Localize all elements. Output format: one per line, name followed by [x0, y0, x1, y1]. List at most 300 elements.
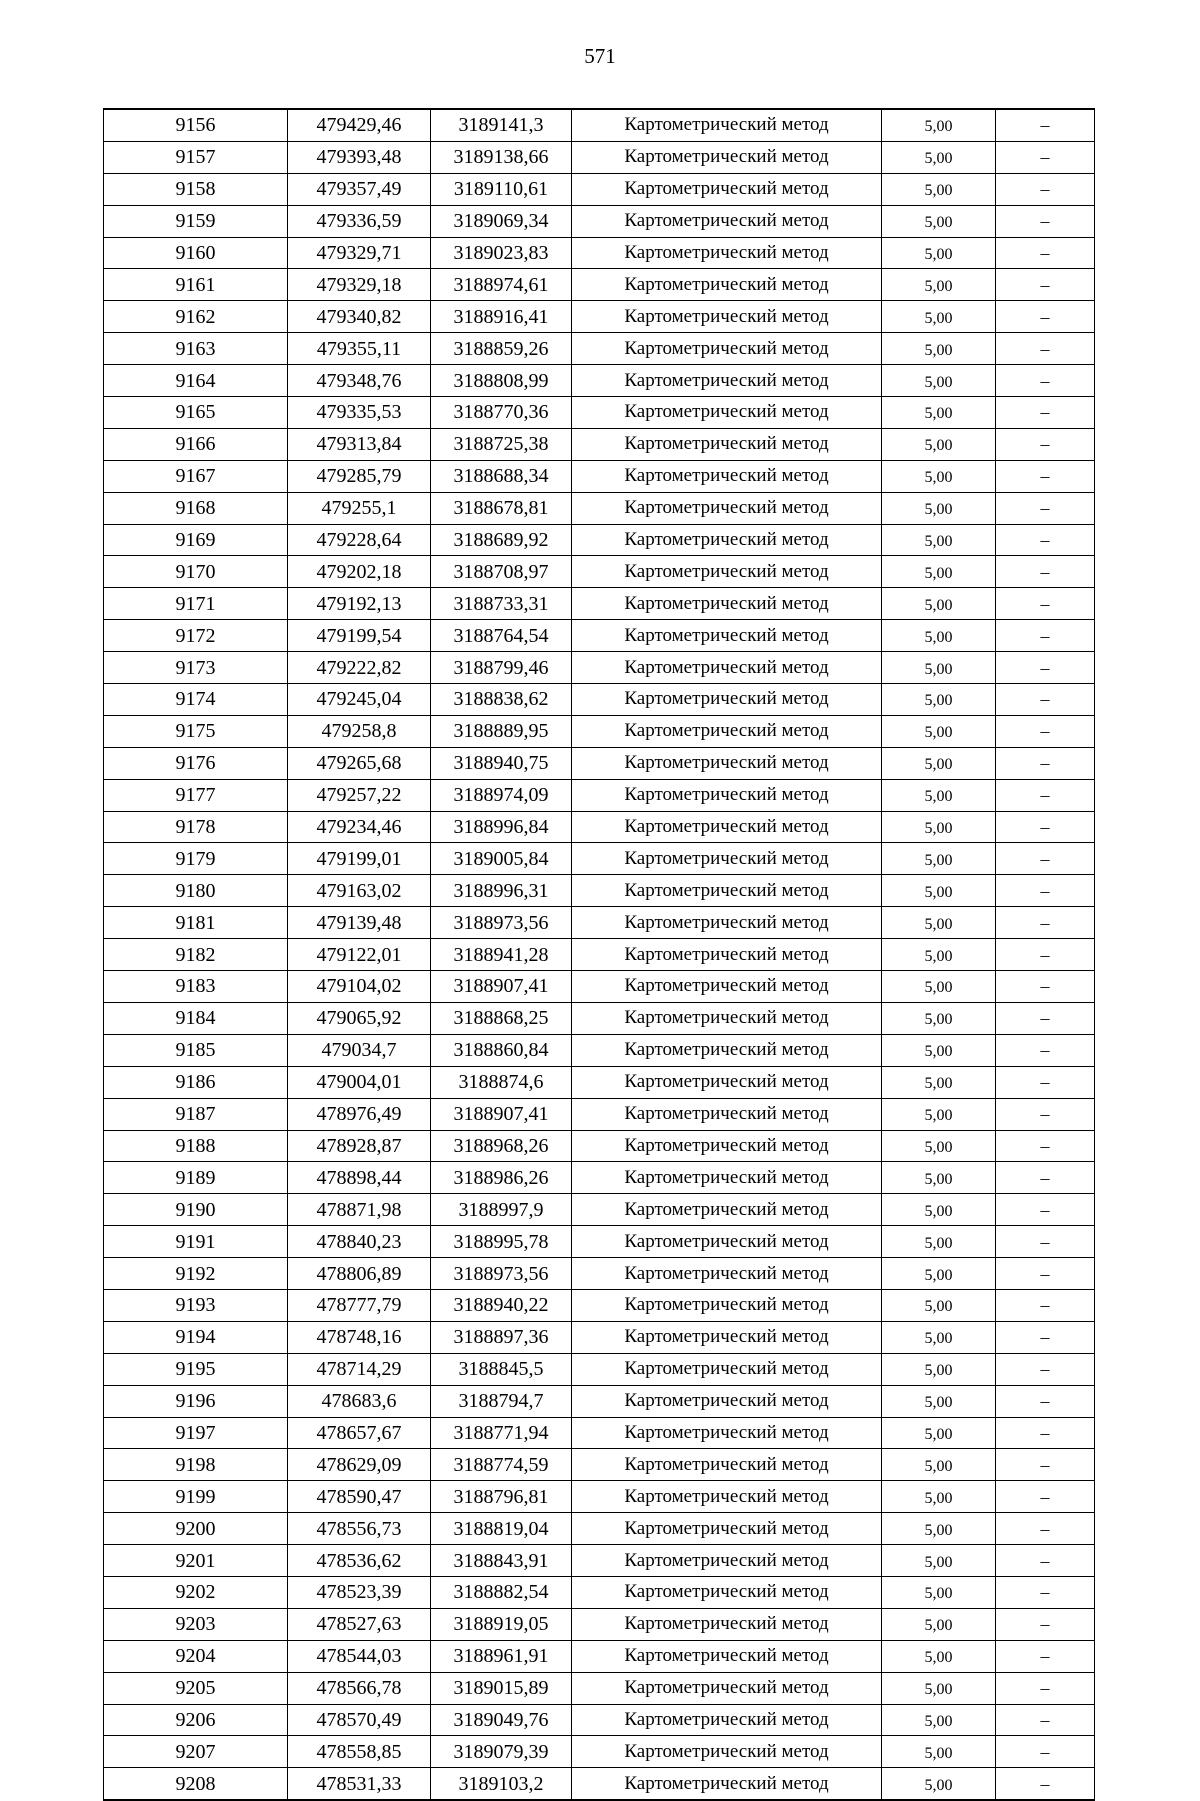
y-coordinate-cell: 3188764,54 — [431, 620, 572, 652]
accuracy-cell: 5,00 — [882, 843, 996, 875]
y-coordinate-cell: 3188882,54 — [431, 1576, 572, 1608]
method-cell: Картометрический метод — [572, 1704, 882, 1736]
table-row — [104, 1736, 1095, 1768]
table-row — [104, 1034, 1095, 1066]
point-number-cell: 9166 — [104, 428, 288, 460]
method-cell: Картометрический метод — [572, 1640, 882, 1672]
y-coordinate-cell: 3188708,97 — [431, 556, 572, 588]
table-row — [104, 460, 1095, 492]
note-cell: – — [996, 269, 1095, 301]
method-cell: Картометрический метод — [572, 1098, 882, 1130]
table-row — [104, 1098, 1095, 1130]
table-row — [104, 1417, 1095, 1449]
note-cell: – — [996, 1034, 1095, 1066]
y-coordinate-cell: 3189103,2 — [431, 1768, 572, 1800]
accuracy-cell: 5,00 — [882, 1034, 996, 1066]
x-coordinate-cell: 479228,64 — [288, 524, 431, 556]
accuracy-cell: 5,00 — [882, 1098, 996, 1130]
note-cell: – — [996, 1226, 1095, 1258]
table-row — [104, 715, 1095, 747]
point-number-cell: 9178 — [104, 811, 288, 843]
accuracy-cell: 5,00 — [882, 1672, 996, 1704]
y-coordinate-cell: 3189079,39 — [431, 1736, 572, 1768]
method-cell: Картометрический метод — [572, 1226, 882, 1258]
method-cell: Картометрический метод — [572, 524, 882, 556]
point-number-cell: 9162 — [104, 301, 288, 333]
x-coordinate-cell: 479202,18 — [288, 556, 431, 588]
table-row — [104, 1002, 1095, 1034]
table-row — [104, 1481, 1095, 1513]
table-row — [104, 907, 1095, 939]
method-cell: Картометрический метод — [572, 1034, 882, 1066]
point-number-cell: 9190 — [104, 1194, 288, 1226]
note-cell: – — [996, 205, 1095, 237]
x-coordinate-cell: 479335,53 — [288, 397, 431, 429]
accuracy-cell: 5,00 — [882, 1545, 996, 1577]
table-row — [104, 1672, 1095, 1704]
point-number-cell: 9171 — [104, 588, 288, 620]
accuracy-cell: 5,00 — [882, 365, 996, 397]
x-coordinate-cell: 479234,46 — [288, 811, 431, 843]
method-cell: Картометрический метод — [572, 588, 882, 620]
point-number-cell: 9176 — [104, 747, 288, 779]
table-row — [104, 1289, 1095, 1321]
accuracy-cell: 5,00 — [882, 620, 996, 652]
method-cell: Картометрический метод — [572, 173, 882, 205]
x-coordinate-cell: 479104,02 — [288, 971, 431, 1003]
method-cell: Картометрический метод — [572, 1321, 882, 1353]
note-cell: – — [996, 1576, 1095, 1608]
method-cell: Картометрический метод — [572, 365, 882, 397]
table-row — [104, 1704, 1095, 1736]
table-row — [104, 1608, 1095, 1640]
x-coordinate-cell: 478714,29 — [288, 1353, 431, 1385]
x-coordinate-cell: 478590,47 — [288, 1481, 431, 1513]
x-coordinate-cell: 479393,48 — [288, 141, 431, 173]
point-number-cell: 9199 — [104, 1481, 288, 1513]
x-coordinate-cell: 478928,87 — [288, 1130, 431, 1162]
method-cell: Картометрический метод — [572, 939, 882, 971]
table-row — [104, 684, 1095, 716]
note-cell: – — [996, 1513, 1095, 1545]
y-coordinate-cell: 3188819,04 — [431, 1513, 572, 1545]
x-coordinate-cell: 478523,39 — [288, 1576, 431, 1608]
accuracy-cell: 5,00 — [882, 939, 996, 971]
accuracy-cell: 5,00 — [882, 1002, 996, 1034]
x-coordinate-cell: 479340,82 — [288, 301, 431, 333]
x-coordinate-cell: 478806,89 — [288, 1258, 431, 1290]
x-coordinate-cell: 479336,59 — [288, 205, 431, 237]
point-number-cell: 9173 — [104, 652, 288, 684]
accuracy-cell: 5,00 — [882, 1066, 996, 1098]
note-cell: – — [996, 939, 1095, 971]
y-coordinate-cell: 3188940,75 — [431, 747, 572, 779]
x-coordinate-cell: 479034,7 — [288, 1034, 431, 1066]
point-number-cell: 9170 — [104, 556, 288, 588]
x-coordinate-cell: 479163,02 — [288, 875, 431, 907]
method-cell: Картометрический метод — [572, 109, 882, 141]
point-number-cell: 9181 — [104, 907, 288, 939]
note-cell: – — [996, 715, 1095, 747]
note-cell: – — [996, 1608, 1095, 1640]
x-coordinate-cell: 479348,76 — [288, 365, 431, 397]
table-row — [104, 492, 1095, 524]
method-cell: Картометрический метод — [572, 1385, 882, 1417]
method-cell: Картометрический метод — [572, 684, 882, 716]
x-coordinate-cell: 479122,01 — [288, 939, 431, 971]
table-row — [104, 109, 1095, 141]
x-coordinate-cell: 478777,79 — [288, 1289, 431, 1321]
note-cell: – — [996, 811, 1095, 843]
note-cell: – — [996, 1545, 1095, 1577]
accuracy-cell: 5,00 — [882, 205, 996, 237]
y-coordinate-cell: 3188808,99 — [431, 365, 572, 397]
y-coordinate-cell: 3188907,41 — [431, 971, 572, 1003]
table-row — [104, 1449, 1095, 1481]
x-coordinate-cell: 478840,23 — [288, 1226, 431, 1258]
x-coordinate-cell: 479265,68 — [288, 747, 431, 779]
y-coordinate-cell: 3188996,84 — [431, 811, 572, 843]
note-cell: – — [996, 907, 1095, 939]
x-coordinate-cell: 479329,71 — [288, 237, 431, 269]
point-number-cell: 9168 — [104, 492, 288, 524]
y-coordinate-cell: 3188770,36 — [431, 397, 572, 429]
method-cell: Картометрический метод — [572, 205, 882, 237]
accuracy-cell: 5,00 — [882, 811, 996, 843]
method-cell: Картометрический метод — [572, 1576, 882, 1608]
y-coordinate-cell: 3188973,56 — [431, 907, 572, 939]
method-cell: Картометрический метод — [572, 971, 882, 1003]
accuracy-cell: 5,00 — [882, 1162, 996, 1194]
point-number-cell: 9164 — [104, 365, 288, 397]
note-cell: – — [996, 237, 1095, 269]
accuracy-cell: 5,00 — [882, 333, 996, 365]
note-cell: – — [996, 1417, 1095, 1449]
accuracy-cell: 5,00 — [882, 1417, 996, 1449]
accuracy-cell: 5,00 — [882, 971, 996, 1003]
method-cell: Картометрический метод — [572, 397, 882, 429]
note-cell: – — [996, 1449, 1095, 1481]
coordinates-table — [103, 108, 1095, 1801]
method-cell: Картометрический метод — [572, 1545, 882, 1577]
accuracy-cell: 5,00 — [882, 1385, 996, 1417]
method-cell: Картометрический метод — [572, 875, 882, 907]
note-cell: – — [996, 1481, 1095, 1513]
table-row — [104, 1385, 1095, 1417]
method-cell: Картометрический метод — [572, 1289, 882, 1321]
x-coordinate-cell: 479429,46 — [288, 109, 431, 141]
method-cell: Картометрический метод — [572, 1768, 882, 1800]
method-cell: Картометрический метод — [572, 1481, 882, 1513]
x-coordinate-cell: 479065,92 — [288, 1002, 431, 1034]
x-coordinate-cell: 479355,11 — [288, 333, 431, 365]
accuracy-cell: 5,00 — [882, 1736, 996, 1768]
point-number-cell: 9194 — [104, 1321, 288, 1353]
point-number-cell: 9167 — [104, 460, 288, 492]
x-coordinate-cell: 478556,73 — [288, 1513, 431, 1545]
method-cell: Картометрический метод — [572, 1002, 882, 1034]
point-number-cell: 9159 — [104, 205, 288, 237]
y-coordinate-cell: 3188868,25 — [431, 1002, 572, 1034]
point-number-cell: 9197 — [104, 1417, 288, 1449]
note-cell: – — [996, 524, 1095, 556]
y-coordinate-cell: 3189049,76 — [431, 1704, 572, 1736]
note-cell: – — [996, 460, 1095, 492]
table-row — [104, 1513, 1095, 1545]
x-coordinate-cell: 479329,18 — [288, 269, 431, 301]
y-coordinate-cell: 3188986,26 — [431, 1162, 572, 1194]
point-number-cell: 9165 — [104, 397, 288, 429]
point-number-cell: 9202 — [104, 1576, 288, 1608]
accuracy-cell: 5,00 — [882, 1321, 996, 1353]
table-row — [104, 1321, 1095, 1353]
table-row — [104, 524, 1095, 556]
accuracy-cell: 5,00 — [882, 588, 996, 620]
x-coordinate-cell: 479192,13 — [288, 588, 431, 620]
x-coordinate-cell: 479313,84 — [288, 428, 431, 460]
note-cell: – — [996, 1130, 1095, 1162]
accuracy-cell: 5,00 — [882, 460, 996, 492]
point-number-cell: 9172 — [104, 620, 288, 652]
point-number-cell: 9191 — [104, 1226, 288, 1258]
point-number-cell: 9200 — [104, 1513, 288, 1545]
x-coordinate-cell: 479245,04 — [288, 684, 431, 716]
method-cell: Картометрический метод — [572, 1353, 882, 1385]
x-coordinate-cell: 478544,03 — [288, 1640, 431, 1672]
table-row — [104, 811, 1095, 843]
x-coordinate-cell: 479004,01 — [288, 1066, 431, 1098]
table-row — [104, 1226, 1095, 1258]
y-coordinate-cell: 3189015,89 — [431, 1672, 572, 1704]
y-coordinate-cell: 3188997,9 — [431, 1194, 572, 1226]
point-number-cell: 9180 — [104, 875, 288, 907]
table-row — [104, 1545, 1095, 1577]
y-coordinate-cell: 3188688,34 — [431, 460, 572, 492]
table-row — [104, 1066, 1095, 1098]
y-coordinate-cell: 3189110,61 — [431, 173, 572, 205]
note-cell: – — [996, 1066, 1095, 1098]
table-row — [104, 556, 1095, 588]
point-number-cell: 9206 — [104, 1704, 288, 1736]
note-cell: – — [996, 1162, 1095, 1194]
table-row — [104, 747, 1095, 779]
point-number-cell: 9179 — [104, 843, 288, 875]
method-cell: Картометрический метод — [572, 1066, 882, 1098]
accuracy-cell: 5,00 — [882, 492, 996, 524]
note-cell: – — [996, 620, 1095, 652]
accuracy-cell: 5,00 — [882, 779, 996, 811]
method-cell: Картометрический метод — [572, 779, 882, 811]
note-cell: – — [996, 747, 1095, 779]
note-cell: – — [996, 1289, 1095, 1321]
table-row — [104, 269, 1095, 301]
x-coordinate-cell: 478976,49 — [288, 1098, 431, 1130]
point-number-cell: 9174 — [104, 684, 288, 716]
x-coordinate-cell: 478898,44 — [288, 1162, 431, 1194]
point-number-cell: 9187 — [104, 1098, 288, 1130]
x-coordinate-cell: 478683,6 — [288, 1385, 431, 1417]
method-cell: Картометрический метод — [572, 1449, 882, 1481]
method-cell: Картометрический метод — [572, 652, 882, 684]
note-cell: – — [996, 843, 1095, 875]
method-cell: Картометрический метод — [572, 237, 882, 269]
accuracy-cell: 5,00 — [882, 747, 996, 779]
x-coordinate-cell: 478527,63 — [288, 1608, 431, 1640]
y-coordinate-cell: 3188995,78 — [431, 1226, 572, 1258]
note-cell: – — [996, 588, 1095, 620]
point-number-cell: 9161 — [104, 269, 288, 301]
method-cell: Картометрический метод — [572, 715, 882, 747]
x-coordinate-cell: 479255,1 — [288, 492, 431, 524]
method-cell: Картометрический метод — [572, 428, 882, 460]
method-cell: Картометрический метод — [572, 1672, 882, 1704]
y-coordinate-cell: 3188907,41 — [431, 1098, 572, 1130]
y-coordinate-cell: 3188845,5 — [431, 1353, 572, 1385]
accuracy-cell: 5,00 — [882, 1449, 996, 1481]
point-number-cell: 9163 — [104, 333, 288, 365]
accuracy-cell: 5,00 — [882, 652, 996, 684]
point-number-cell: 9160 — [104, 237, 288, 269]
point-number-cell: 9193 — [104, 1289, 288, 1321]
x-coordinate-cell: 478748,16 — [288, 1321, 431, 1353]
method-cell: Картометрический метод — [572, 1194, 882, 1226]
y-coordinate-cell: 3188874,6 — [431, 1066, 572, 1098]
table-row — [104, 588, 1095, 620]
table-row — [104, 1130, 1095, 1162]
x-coordinate-cell: 478629,09 — [288, 1449, 431, 1481]
note-cell: – — [996, 1385, 1095, 1417]
method-cell: Картометрический метод — [572, 460, 882, 492]
table-row — [104, 1576, 1095, 1608]
accuracy-cell: 5,00 — [882, 1704, 996, 1736]
note-cell: – — [996, 1672, 1095, 1704]
accuracy-cell: 5,00 — [882, 428, 996, 460]
method-cell: Картометрический метод — [572, 843, 882, 875]
point-number-cell: 9182 — [104, 939, 288, 971]
note-cell: – — [996, 652, 1095, 684]
method-cell: Картометрический метод — [572, 556, 882, 588]
table-row — [104, 1194, 1095, 1226]
note-cell: – — [996, 301, 1095, 333]
note-cell: – — [996, 141, 1095, 173]
x-coordinate-cell: 478871,98 — [288, 1194, 431, 1226]
point-number-cell: 9175 — [104, 715, 288, 747]
note-cell: – — [996, 1736, 1095, 1768]
table-row — [104, 779, 1095, 811]
y-coordinate-cell: 3188919,05 — [431, 1608, 572, 1640]
table-row — [104, 173, 1095, 205]
x-coordinate-cell: 479258,8 — [288, 715, 431, 747]
accuracy-cell: 5,00 — [882, 907, 996, 939]
method-cell: Картометрический метод — [572, 620, 882, 652]
table-row — [104, 843, 1095, 875]
accuracy-cell: 5,00 — [882, 1130, 996, 1162]
note-cell: – — [996, 875, 1095, 907]
y-coordinate-cell: 3188733,31 — [431, 588, 572, 620]
y-coordinate-cell: 3188889,95 — [431, 715, 572, 747]
page-number: 571 — [584, 44, 616, 68]
accuracy-cell: 5,00 — [882, 1768, 996, 1800]
y-coordinate-cell: 3188774,59 — [431, 1449, 572, 1481]
accuracy-cell: 5,00 — [882, 173, 996, 205]
accuracy-cell: 5,00 — [882, 684, 996, 716]
table-row — [104, 971, 1095, 1003]
x-coordinate-cell: 478657,67 — [288, 1417, 431, 1449]
table-row — [104, 1353, 1095, 1385]
accuracy-cell: 5,00 — [882, 1640, 996, 1672]
accuracy-cell: 5,00 — [882, 1194, 996, 1226]
point-number-cell: 9156 — [104, 109, 288, 141]
note-cell: – — [996, 109, 1095, 141]
x-coordinate-cell: 479139,48 — [288, 907, 431, 939]
method-cell: Картометрический метод — [572, 492, 882, 524]
x-coordinate-cell: 479357,49 — [288, 173, 431, 205]
table-row — [104, 652, 1095, 684]
y-coordinate-cell: 3188897,36 — [431, 1321, 572, 1353]
method-cell: Картометрический метод — [572, 1258, 882, 1290]
y-coordinate-cell: 3188794,7 — [431, 1385, 572, 1417]
point-number-cell: 9203 — [104, 1608, 288, 1640]
y-coordinate-cell: 3188941,28 — [431, 939, 572, 971]
note-cell: – — [996, 971, 1095, 1003]
method-cell: Картометрический метод — [572, 1513, 882, 1545]
x-coordinate-cell: 479222,82 — [288, 652, 431, 684]
y-coordinate-cell: 3189005,84 — [431, 843, 572, 875]
accuracy-cell: 5,00 — [882, 1513, 996, 1545]
y-coordinate-cell: 3188974,61 — [431, 269, 572, 301]
accuracy-cell: 5,00 — [882, 109, 996, 141]
accuracy-cell: 5,00 — [882, 1608, 996, 1640]
note-cell: – — [996, 1704, 1095, 1736]
point-number-cell: 9196 — [104, 1385, 288, 1417]
table-row — [104, 1768, 1095, 1800]
point-number-cell: 9205 — [104, 1672, 288, 1704]
y-coordinate-cell: 3188843,91 — [431, 1545, 572, 1577]
point-number-cell: 9195 — [104, 1353, 288, 1385]
table-row — [104, 875, 1095, 907]
y-coordinate-cell: 3188961,91 — [431, 1640, 572, 1672]
point-number-cell: 9177 — [104, 779, 288, 811]
accuracy-cell: 5,00 — [882, 1258, 996, 1290]
point-number-cell: 9157 — [104, 141, 288, 173]
y-coordinate-cell: 3188725,38 — [431, 428, 572, 460]
point-number-cell: 9208 — [104, 1768, 288, 1800]
y-coordinate-cell: 3189141,3 — [431, 109, 572, 141]
accuracy-cell: 5,00 — [882, 1226, 996, 1258]
x-coordinate-cell: 479199,01 — [288, 843, 431, 875]
x-coordinate-cell: 479285,79 — [288, 460, 431, 492]
y-coordinate-cell: 3188689,92 — [431, 524, 572, 556]
y-coordinate-cell: 3189069,34 — [431, 205, 572, 237]
method-cell: Картометрический метод — [572, 1417, 882, 1449]
method-cell: Картометрический метод — [572, 907, 882, 939]
accuracy-cell: 5,00 — [882, 397, 996, 429]
note-cell: – — [996, 779, 1095, 811]
point-number-cell: 9201 — [104, 1545, 288, 1577]
table-row — [104, 397, 1095, 429]
point-number-cell: 9198 — [104, 1449, 288, 1481]
accuracy-cell: 5,00 — [882, 269, 996, 301]
method-cell: Картометрический метод — [572, 747, 882, 779]
y-coordinate-cell: 3188859,26 — [431, 333, 572, 365]
method-cell: Картометрический метод — [572, 301, 882, 333]
note-cell: – — [996, 333, 1095, 365]
y-coordinate-cell: 3189023,83 — [431, 237, 572, 269]
accuracy-cell: 5,00 — [882, 556, 996, 588]
table-row — [104, 620, 1095, 652]
method-cell: Картометрический метод — [572, 141, 882, 173]
method-cell: Картометрический метод — [572, 269, 882, 301]
